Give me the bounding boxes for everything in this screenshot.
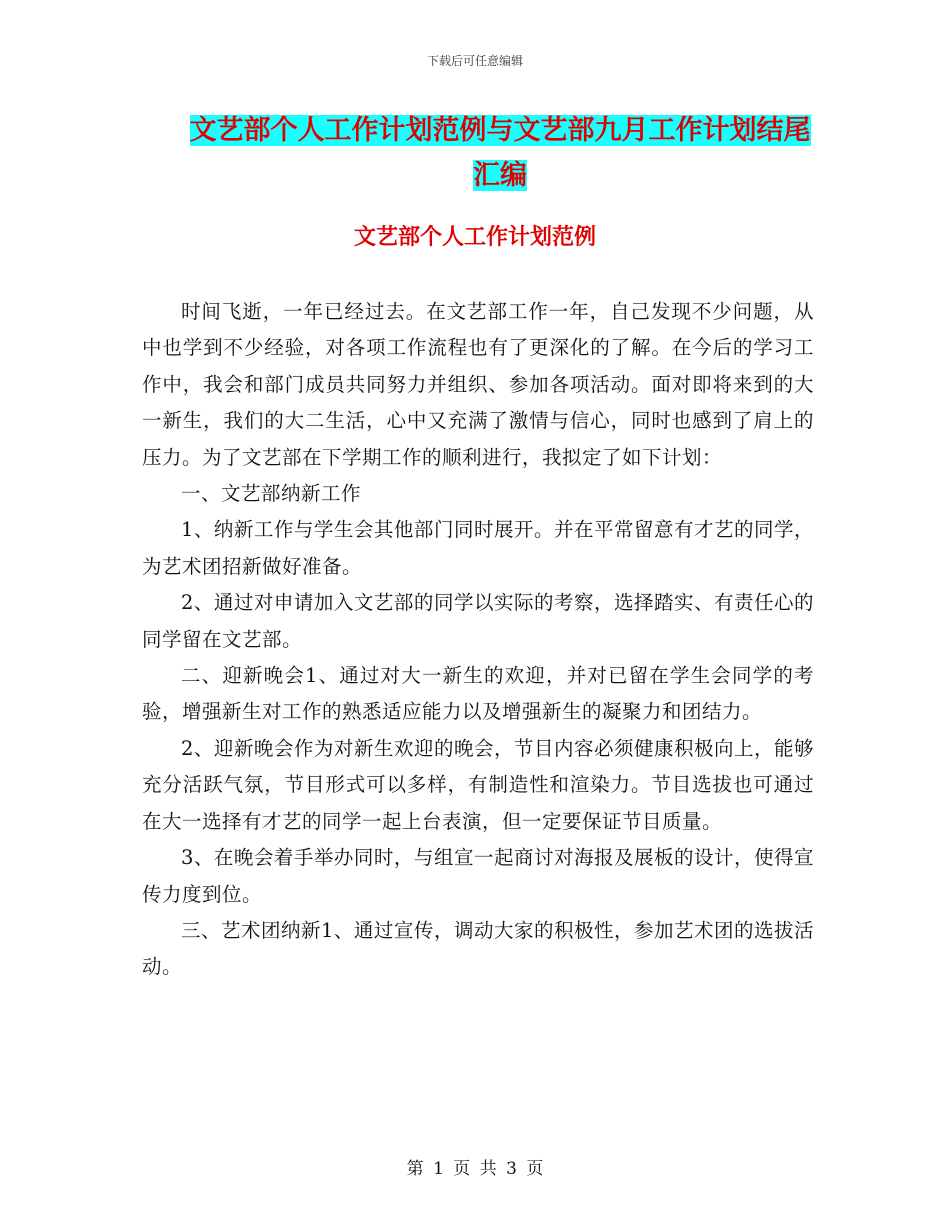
- paragraph-item: 三、艺术团纳新1、通过宣传，调动大家的积极性，参加艺术团的选拔活动。: [142, 918, 814, 979]
- document-title-text: 文艺部个人工作计划范例与文艺部九月工作计划结尾汇编: [189, 115, 811, 191]
- document-body: [142, 294, 814, 986]
- paragraph-heading-recruitment: 一、文艺部纳新工作: [181, 482, 362, 506]
- paragraph-item: 2、迎新晚会作为对新生欢迎的晚会，节目内容必须健康积极向上，能够充分活跃气氛，节目形式可以多样，有制造性和渲染力。节目选拔也可通过在大一选择有才艺的同学一起上台表演，但一定要保证节目质量。: [142, 736, 814, 833]
- paragraph-item: 2、通过对申请加入文艺部的同学以实际的考察，选择踏实、有责任心的同学留在文艺部。: [142, 591, 814, 651]
- paragraph-item: 3、在晚会着手举办同时，与组宣一起商讨对海报及展板的设计，使得宣传力度到位。: [142, 846, 814, 906]
- page-number-footer: 第 1 页 共 3 页: [406, 1159, 544, 1179]
- paragraph-item: 1、纳新工作与学生会其他部门同时展开。并在平常留意有才艺的同学，为艺术团招新做好准备。: [142, 518, 814, 578]
- paragraph-item: 二、迎新晚会1、通过对大一新生的欢迎，并对已留在学生会同学的考验，增强新生对工作的熟悉适应能力以及增强新生的凝聚力和团结力。: [142, 664, 814, 724]
- section-title: 文艺部个人工作计划范例: [353, 225, 596, 250]
- page-header-note: 下载后可任意编辑: [426, 54, 523, 68]
- paragraph-intro: 时间飞逝，一年已经过去。在文艺部工作一年，自己发现不少问题，从中也学到不少经验，对各项工作流程也有了更深化的了解。在今后的学习工作中，我会和部门成员共同努力并组织、参加各项活动。面对即将来到的大一新生，我们的大二生活，心中又充满了激情与信心，同时也感到了肩上的压力。为了文艺部在下学期工作的顺利进行，我拟定了如下计划：: [142, 300, 814, 469]
- document-title: [180, 108, 820, 198]
